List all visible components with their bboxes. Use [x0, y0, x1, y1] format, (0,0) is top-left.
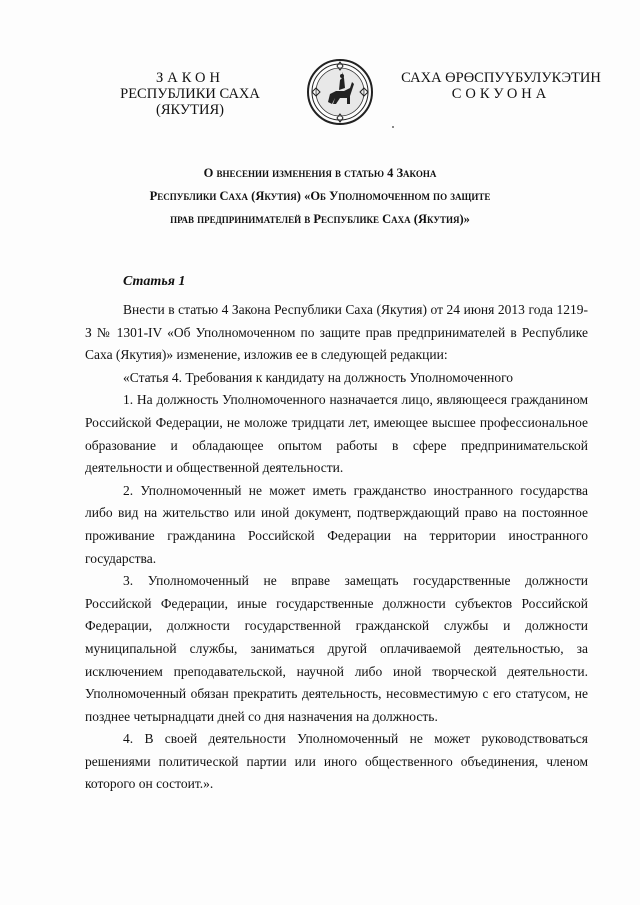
law-label-sakha: СОКУОНА [451, 86, 551, 102]
header-left [90, 70, 290, 118]
paragraph-article-4-heading: «Статья 4. Требования к кандидату на должность Уполномоченного [123, 369, 514, 385]
title-line-2: Республики Саха (Якутия) «Об Уполномоченном по защите [149, 189, 491, 203]
paragraph-intro: Внести в статью 4 Закона Республики Саха (Якутия) от 24 июня 2013 года 1219-З № 1301-IV «Об Уполномоченном по защите прав предпринимателей в Республике Саха (Якутия)» изменение, изложив ее в следующей редакции: [85, 302, 588, 363]
coat-of-arms-emblem [306, 58, 374, 126]
paragraph-2: 2. Уполномоченный не может иметь гражданство иностранного государства либо вид на жительство или иной документ, подтверждающий право на постоянное проживание гражданина Российской Федерации на территории иностранного государства. [85, 482, 588, 566]
paragraph-1: 1. На должность Уполномоченного назначается лицо, являющееся гражданином Российской Федерации, не моложе тридцати лет, имеющее высшее профессиональное образование и обладающее опытом работы в сфере предпринимательской деятельности и общественной деятельности. [85, 392, 588, 476]
paragraph-4: 4. В своей деятельности Уполномоченный не может руководствоваться решениями политической партии или иного общественного объединения, членом которого он состоит.». [85, 731, 588, 792]
law-label: ЗАКОН [156, 70, 224, 86]
article-heading: Статья 1 [123, 274, 186, 289]
document-body [85, 299, 588, 796]
header-right [386, 70, 616, 102]
document-title [60, 162, 580, 231]
paragraph-3: 3. Уполномоченный не вправе замещать государственные должности Российской Федерации, иные государственные должности субъектов Российской Федерации, должности государственной гражданской службы и должности муниципальной службы, заниматься другой оплачиваемой деятельностью, за исключением преподавательской, научной либо иной творческой деятельности. Уполномоченный обязан прекратить деятельность, несовместимую с его статусом, не позднее четырнадцати дней со дня назначения на должность. [85, 573, 588, 724]
title-line-3: прав предпринимателей в Республике Саха (Якутия)» [170, 212, 470, 226]
republic-label: РЕСПУБЛИКИ САХА (ЯКУТИЯ) [120, 86, 260, 118]
title-line-1: О внесении изменения в статью 4 Закона [203, 166, 437, 180]
republic-label-sakha: САХА ӨРӨСПУҮБУЛУКЭТИН [401, 70, 601, 86]
scan-speck [392, 126, 394, 128]
